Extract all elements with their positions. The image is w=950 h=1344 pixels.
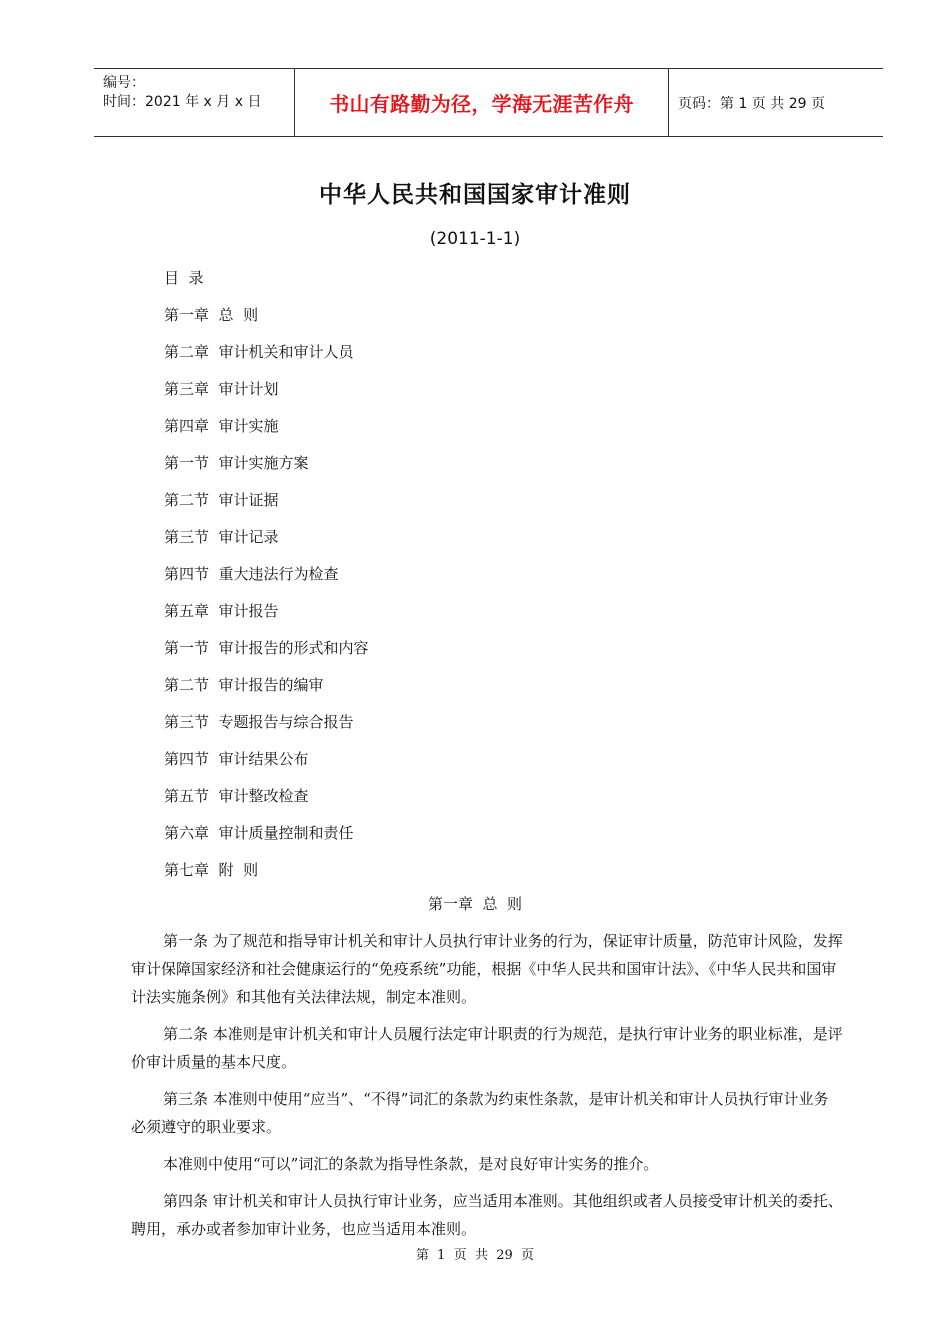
header-left-cell (94, 69, 294, 136)
toc-item: 第三节 专题报告与综合报告 (164, 713, 354, 731)
document-code-label: 编号： (103, 75, 145, 91)
document-header (94, 68, 883, 137)
article-paragraph: 第四条 审计机关和审计人员执行审计业务，应当适用本准则。其他组织或者人员接受审计机关的委托、聘用，承办或者参加审计业务，也应当适用本准则。 (131, 1192, 843, 1238)
toc-item: 第五章 审计报告 (164, 602, 279, 620)
document-date: (2011-1-1) (429, 229, 521, 249)
toc-item: 第一节 审计实施方案 (164, 454, 309, 472)
header-motto: 书山有路勤为径，学海无涯苦作舟 (329, 92, 634, 116)
toc-item: 第二章 审计机关和审计人员 (164, 343, 354, 361)
article-paragraph: 第三条 本准则中使用“应当”、“不得”词汇的条款为约束性条款，是审计机关和审计人员执行审计业务必须遵守的职业要求。 (131, 1090, 829, 1136)
chapter-heading: 第一章 总 则 (427, 895, 523, 913)
toc-item: 第三节 审计记录 (164, 528, 279, 546)
article-paragraph: 第一条 为了规范和指导审计机关和审计人员执行审计业务的行为，保证审计质量，防范审计风险，发挥审计保障国家经济和社会健康运行的“免疫系统”功能，根据《中华人民共和国审计法》、《中华人民共和国审计法实施条例》和其他有关法律法规，制定本准则。 (131, 932, 843, 1006)
toc-item: 第二节 审计证据 (164, 491, 279, 509)
chapter-body (131, 927, 843, 1252)
toc-item: 第四章 审计实施 (164, 417, 279, 435)
article-paragraph: 本准则中使用“可以”词汇的条款为指导性条款，是对良好审计实务的推介。 (163, 1155, 659, 1173)
header-page-cell (668, 69, 883, 136)
table-of-contents (164, 264, 369, 893)
toc-item: 第五节 审计整改检查 (164, 787, 309, 805)
header-page-info: 页码：第 1 页 共 29 页 (678, 95, 825, 112)
header-motto-cell (294, 69, 669, 136)
document-title: 中华人民共和国国家审计准则 (319, 182, 631, 208)
toc-item: 第四节 重大违法行为检查 (164, 565, 339, 583)
toc-item: 第一节 审计报告的形式和内容 (164, 639, 369, 657)
toc-heading: 目 录 (164, 269, 204, 287)
page-footer: 第 1 页 共 29 页 (415, 1248, 535, 1263)
toc-item: 第一章 总 则 (164, 306, 259, 324)
toc-item: 第七章 附 则 (164, 861, 259, 879)
document-time-label: 时间：2021 年 x 月 x 日 (103, 94, 262, 110)
toc-item: 第三章 审计计划 (164, 380, 279, 398)
article-paragraph: 第二条 本准则是审计机关和审计人员履行法定审计职责的行为规范，是执行审计业务的职业标准，是评价审计质量的基本尺度。 (131, 1025, 843, 1071)
toc-item: 第四节 审计结果公布 (164, 750, 309, 768)
toc-item: 第二节 审计报告的编审 (164, 676, 324, 694)
toc-item: 第六章 审计质量控制和责任 (164, 824, 354, 842)
